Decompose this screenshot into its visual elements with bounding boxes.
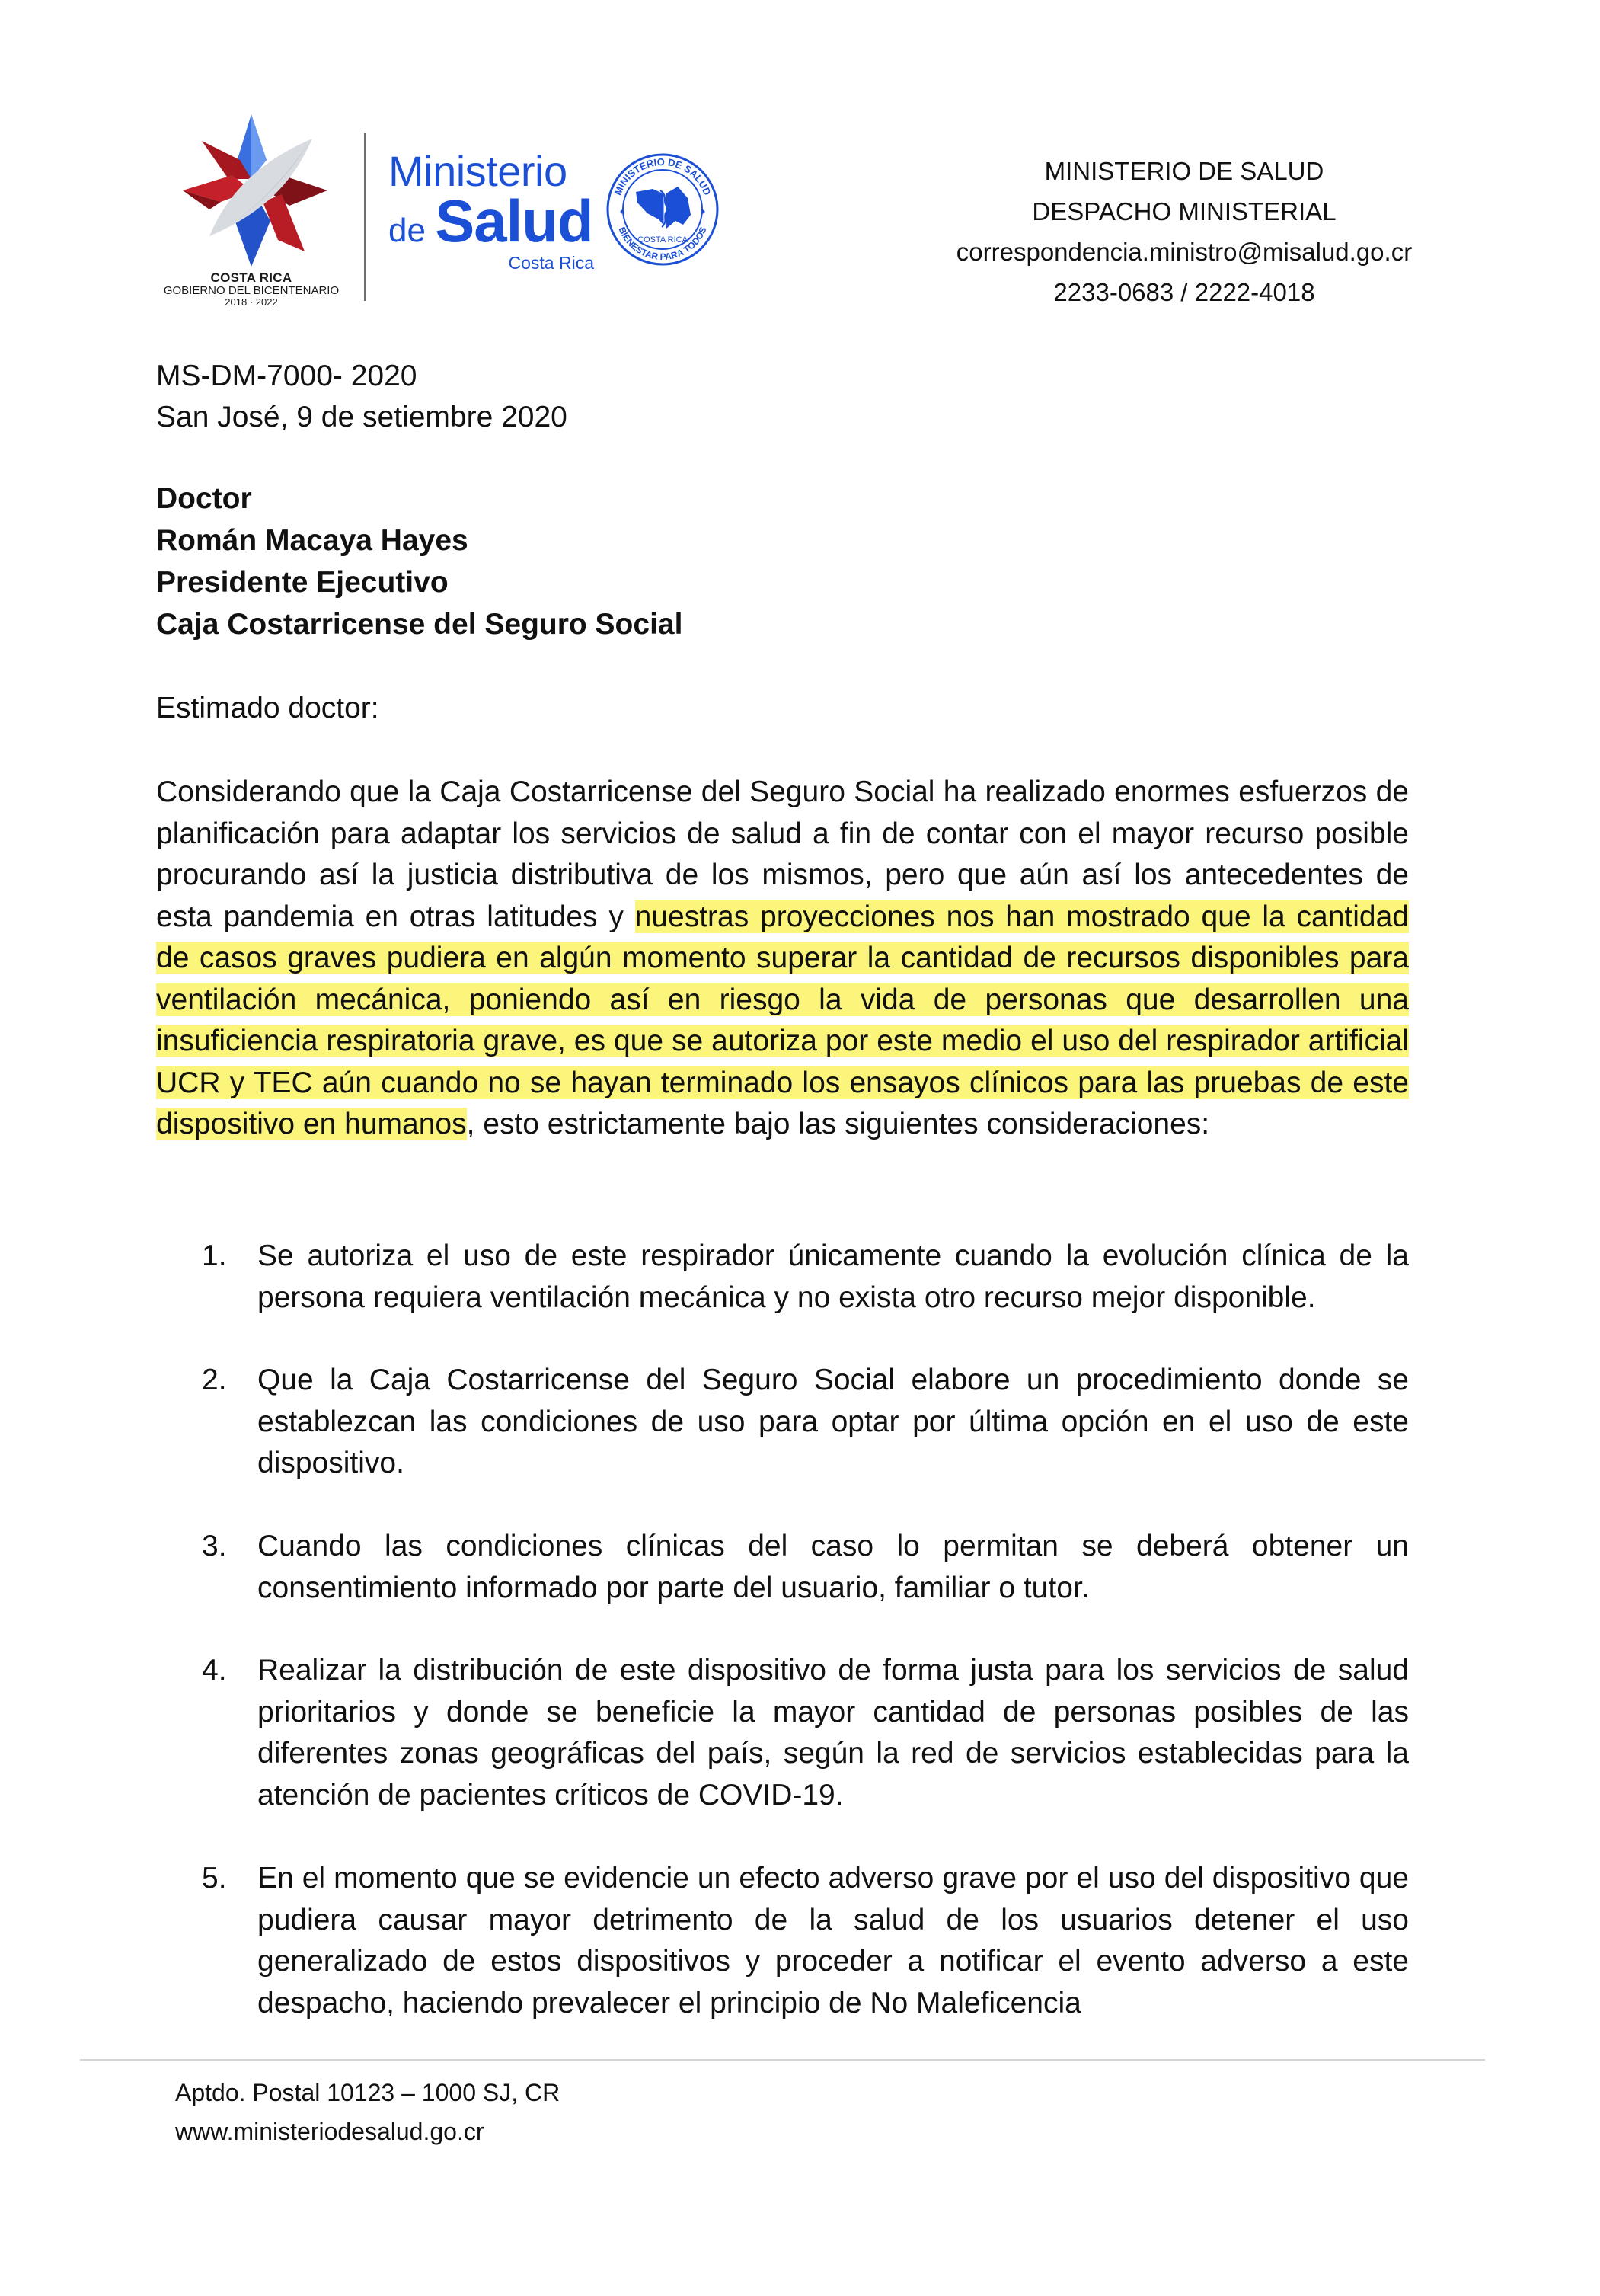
place-date: San José, 9 de setiembre 2020 xyxy=(156,401,567,433)
wordmark-line2 xyxy=(388,187,609,257)
footer-postal: Aptdo. Postal 10123 – 1000 SJ, CR xyxy=(175,2079,560,2106)
ministry-wordmark xyxy=(388,149,609,273)
header-phones: 2233-0683 / 2222-4018 xyxy=(1053,278,1315,306)
recipient-title: Doctor xyxy=(156,482,252,515)
ministry-seal-icon xyxy=(605,152,720,267)
item-text: Se autoriza el uso de este respirador únicamente cuando la evolución clínica de la persona requiera ventilación mecánica y no exista otro recurso mejor disponible. xyxy=(257,1239,1409,1314)
recipient-name: Román Macaya Hayes xyxy=(156,524,468,557)
item-text: En el momento que se evidencie un efecto adverso grave por el uso del dispositivo que pudiera causar mayor detrimento de la salud de los usuarios detener el uso generalizado de estos dispositivos y proceder a notificar el evento adverso a este despacho, haciendo prevalecer el principio de No Maleficencia xyxy=(257,1862,1409,2019)
item-text: Realizar la distribución de este dispositivo de forma justa para los servicios de salud prioritarios y donde se beneficie la mayor cantidad de personas posibles de las diferentes zonas geográficas del país, según la red de servicios establecidas para la atención de pacientes críticos de COVID-19. xyxy=(257,1654,1409,1812)
item-number: 4. xyxy=(202,1654,227,1687)
item-number: 2. xyxy=(202,1364,227,1396)
svg-text:BIENESTAR PARA TODOS: BIENESTAR PARA TODOS xyxy=(616,225,709,263)
government-caption xyxy=(156,271,347,307)
recipient-organization: Caja Costarricense del Seguro Social xyxy=(156,608,683,641)
item-text: Que la Caja Costarricense del Seguro Social elabore un procedimiento donde se establezcan las condiciones de uso para optar por última opción en el uso de este dispositivo. xyxy=(257,1364,1409,1479)
wordmark-salud: Salud xyxy=(435,187,593,254)
header-office: DESPACHO MINISTERIAL xyxy=(1032,197,1337,225)
header-contact-block xyxy=(899,151,1470,312)
gov-country: COSTA RICA xyxy=(210,270,292,285)
item-number: 1. xyxy=(202,1239,227,1272)
body-text-intro: Considerando que la Caja Costarricense del Seguro Social ha realizado enormes esfuerzos de planificación para adaptar los servicios de salud a fin de contar con el mayor recurso posible procurando así la justicia distributiva de los mismos, pero que aún así los antecedentes de esta pandemia en otras latitudes y xyxy=(156,775,1409,933)
logo-divider xyxy=(364,133,366,301)
footer-divider xyxy=(80,2059,1485,2061)
recipient-position: Presidente Ejecutivo xyxy=(156,566,449,599)
wordmark-line3: Costa Rica xyxy=(508,253,594,273)
item-number: 5. xyxy=(202,1862,227,1895)
body-text-highlighted: nuestras proyecciones nos han mostrado que la cantidad de casos graves pudiera en algún momento superar la cantidad de recursos disponibles para ventilación mecánica, poniendo así en riesgo la vida de personas que desarrollen una insuficiencia respiratoria grave, es que se autoriza por este medio el uso del respirador artificial UCR y TEC aún cuando no se hayan terminado los ensayos clínicos para las pruebas de este dispositivo en humanos xyxy=(156,900,1409,1140)
gov-name: GOBIERNO DEL BICENTENARIO xyxy=(163,283,340,297)
reference-number: MS-DM-7000- 2020 xyxy=(156,360,417,392)
header-ministry: MINISTERIO DE SALUD xyxy=(1044,157,1324,185)
greeting: Estimado doctor: xyxy=(156,692,379,724)
footer-website[interactable]: www.ministeriodesalud.go.cr xyxy=(175,2118,484,2145)
gov-period: 2018 · 2022 xyxy=(225,296,278,308)
body-text-closing: , esto estrictamente bajo las siguientes consideraciones: xyxy=(466,1108,1210,1140)
svg-text:COSTA RICA: COSTA RICA xyxy=(637,235,688,245)
body-paragraph xyxy=(156,772,1409,1146)
costa-rica-star-logo-icon xyxy=(156,107,347,282)
item-text: Cuando las condiciones clínicas del caso lo permitan se deberá obtener un consentimiento informado por parte del usuario, familiar o tutor. xyxy=(257,1530,1409,1604)
header-email[interactable]: correspondencia.ministro@misalud.go.cr xyxy=(956,238,1413,266)
wordmark-line1: Ministerio xyxy=(388,147,567,195)
item-number: 3. xyxy=(202,1530,227,1562)
wordmark-de: de xyxy=(388,212,426,249)
svg-text:MINISTERIO DE SALUD: MINISTERIO DE SALUD xyxy=(612,155,714,197)
